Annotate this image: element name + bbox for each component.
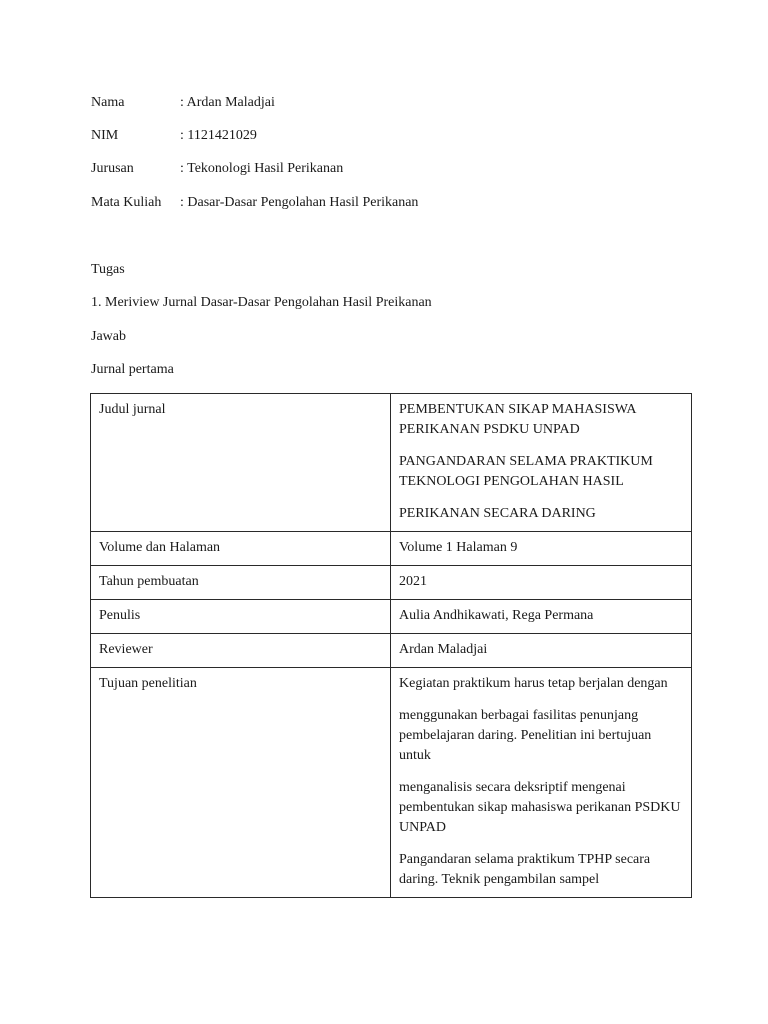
table-row-reviewer [91, 634, 692, 668]
info-label: NIM [91, 128, 119, 143]
row-label: Tujuan penelitian [91, 668, 391, 898]
info-value: : Ardan Maladjai [180, 95, 275, 110]
row-value [391, 394, 692, 532]
table-row-tahun [91, 566, 692, 600]
journal-review-table [90, 393, 692, 898]
value-paragraph: PANGANDARAN SELAMA PRAKTIKUM TEKNOLOGI PENGOLAHAN HASIL [399, 454, 653, 489]
value-paragraph: Ardan Maladjai [399, 642, 488, 657]
value-paragraph: 2021 [399, 574, 427, 589]
jurnal-pertama-heading: Jurnal pertama [91, 362, 174, 377]
value-paragraph: menggunakan berbagai fasilitas penunjang pembelajaran daring. Penelitian ini bertujuan untuk [399, 708, 652, 763]
value-paragraph: Aulia Andhikawati, Rega Permana [399, 608, 594, 623]
value-paragraph: menganalisis secara deksriptif mengenai pembentukan sikap mahasiswa perikanan PSDKU UNPAD [399, 780, 681, 835]
row-value [391, 532, 692, 566]
value-paragraph: Kegiatan praktikum harus tetap berjalan dengan [399, 676, 668, 691]
info-value: : Tekonologi Hasil Perikanan [180, 161, 344, 176]
info-row-jurusan [91, 160, 343, 178]
task-item: 1. Meriview Jurnal Dasar-Dasar Pengolahan Hasil Preikanan [91, 295, 432, 310]
value-paragraph: PEMBENTUKAN SIKAP MAHASISWA PERIKANAN PSDKU UNPAD [399, 402, 636, 437]
info-label: Nama [91, 95, 125, 110]
info-value: : 1121421029 [180, 128, 257, 143]
table-row-volume [91, 532, 692, 566]
row-label: Reviewer [91, 634, 391, 668]
jawab-heading: Jawab [91, 329, 126, 344]
table-row-penulis [91, 600, 692, 634]
info-label: Jurusan [91, 161, 134, 176]
tugas-heading: Tugas [91, 262, 125, 277]
row-label: Penulis [91, 600, 391, 634]
table-row-judul [91, 394, 692, 532]
value-paragraph: Volume 1 Halaman 9 [399, 540, 518, 555]
row-label: Judul jurnal [91, 394, 391, 532]
row-value [391, 668, 692, 898]
table-row-tujuan [91, 668, 692, 898]
info-value: : Dasar-Dasar Pengolahan Hasil Perikanan [180, 195, 419, 210]
row-value [391, 566, 692, 600]
row-label: Volume dan Halaman [91, 532, 391, 566]
row-value [391, 634, 692, 668]
info-row-mata-kuliah [91, 194, 418, 212]
row-value [391, 600, 692, 634]
info-label: Mata Kuliah [91, 195, 162, 210]
value-paragraph: Pangandaran selama praktikum TPHP secara daring. Teknik pengambilan sampel [399, 852, 651, 887]
info-row-nim [91, 127, 257, 145]
info-row-nama [91, 94, 275, 112]
value-paragraph: PERIKANAN SECARA DARING [399, 506, 596, 521]
row-label: Tahun pembuatan [91, 566, 391, 600]
